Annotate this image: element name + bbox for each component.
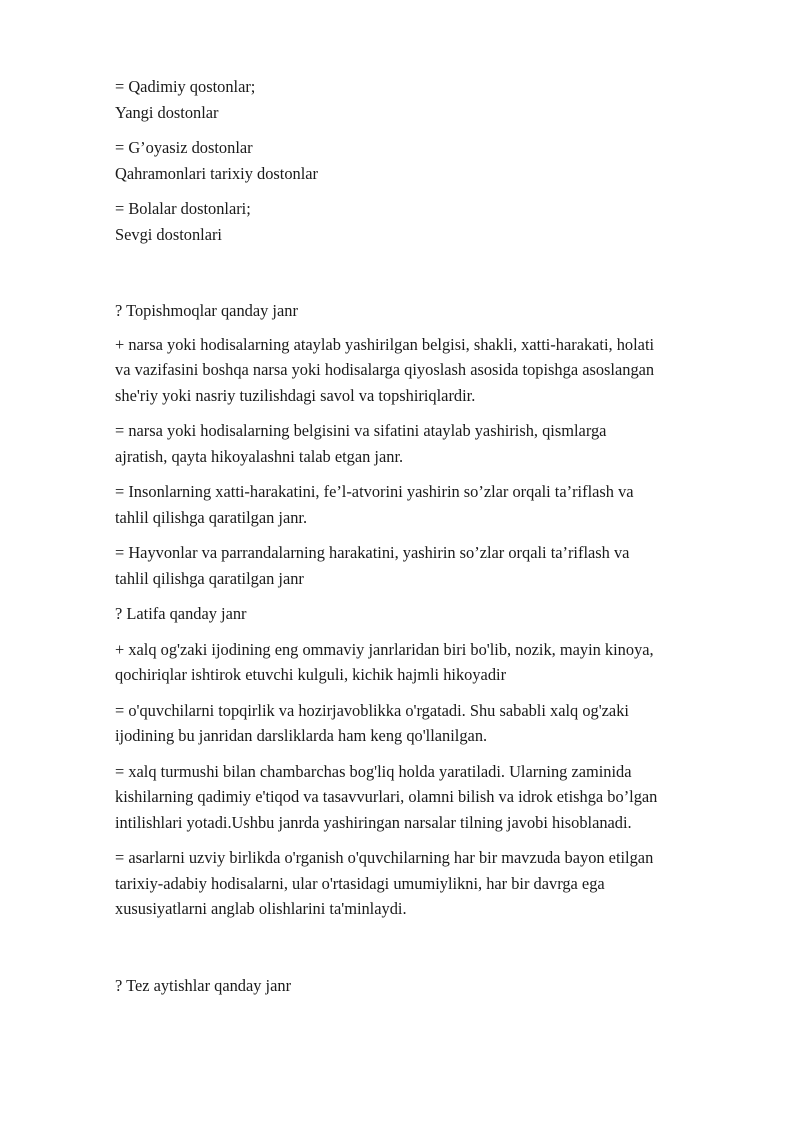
answer-line: Sevgi dostonlari xyxy=(115,224,222,244)
answer-line: = Hayvonlar va parrandalarning harakatini, yashirin so’zlar orqali ta’riflash va xyxy=(115,543,630,562)
answer-line: + narsa yoki hodisalarning ataylab yashirilgan belgisi, shakli, xatti-harakati, holati xyxy=(115,334,655,354)
answer-line: = narsa yoki hodisalarning belgisini va sifatini ataylab yashirish, qismlarga xyxy=(115,421,607,440)
answer-line: tahlil qilishga qaratilgan janr xyxy=(115,568,304,588)
answer-option xyxy=(115,479,745,530)
answer-line: intilishlari yotadi.Ushbu janrda yashiringan narsalar tilning javobi hisoblanadi. xyxy=(115,812,632,832)
answer-line: + xalq og'zaki ijodining eng ommaviy janrlaridan biri bo'lib, nozik, mayin kinoya, xyxy=(115,639,654,659)
answer-line: = asarlarni uzviy birlikda o'rganish o'quvchilarning har bir mavzuda bayon etilgan xyxy=(115,848,654,867)
answer-option xyxy=(115,540,745,591)
answer-option xyxy=(115,196,745,247)
question-text: ? Tez aytishlar qanday janr xyxy=(115,975,292,995)
answer-option xyxy=(115,698,745,749)
answer-option xyxy=(115,845,745,922)
answer-line: she'riy yoki nasriy tuzilishdagi savol va topshiriqlardir. xyxy=(115,385,476,405)
answer-line: ajratish, qayta hikoyalashni talab etgan janr. xyxy=(115,446,404,466)
document-page xyxy=(115,74,745,998)
answer-option xyxy=(115,74,745,125)
answer-line: tarixiy-adabiy hodisalarni, ular o'rtasidagi umumiylikni, har bir davrga ega xyxy=(115,873,605,893)
answer-line: = G’oyasiz dostonlar xyxy=(115,138,253,157)
answer-option xyxy=(115,332,745,409)
answer-line: = o'quvchilarni topqirlik va hozirjavoblikka o'rgatadi. Shu sababli xalq og'zaki xyxy=(115,700,629,720)
answer-line: Qahramonlari tarixiy dostonlar xyxy=(115,163,319,183)
answer-option xyxy=(115,418,745,469)
answer-line: = xalq turmushi bilan chambarchas bog'liq holda yaratiladi. Ularning zaminida xyxy=(115,761,632,781)
answer-line: tahlil qilishga qaratilgan janr. xyxy=(115,507,308,527)
answer-option xyxy=(115,637,745,688)
question-text: ? Latifa qanday janr xyxy=(115,604,247,623)
answer-line: Yangi dostonlar xyxy=(115,102,219,122)
answer-line: ijodining bu janridan darsliklarda ham keng qo'llanilgan. xyxy=(115,726,488,745)
answer-line: = Insonlarning xatti-harakatini, fe’l-atvorini yashirin so’zlar orqali ta’riflash va xyxy=(115,482,634,501)
answer-option xyxy=(115,135,745,186)
answer-line: xususiyatlarni anglab olishlarini ta'minlaydi. xyxy=(115,899,407,918)
answer-line: = Bolalar dostonlari; xyxy=(115,199,251,218)
question-text: ? Topishmoqlar qanday janr xyxy=(115,301,298,320)
answer-line: = Qadimiy qostonlar; xyxy=(115,77,256,96)
answer-line: qochiriqlar ishtirok etuvchi kulguli, kichik hajmli hikoyadir xyxy=(115,665,507,684)
answer-line: va vazifasini boshqa narsa yoki hodisalarga qiyoslash asosida topishga asoslangan xyxy=(115,360,655,379)
answer-line: kishilarning qadimiy e'tiqod va tasavvurlari, olamni bilish va idrok etishga bo’lgan xyxy=(115,787,658,806)
answer-option xyxy=(115,759,745,836)
